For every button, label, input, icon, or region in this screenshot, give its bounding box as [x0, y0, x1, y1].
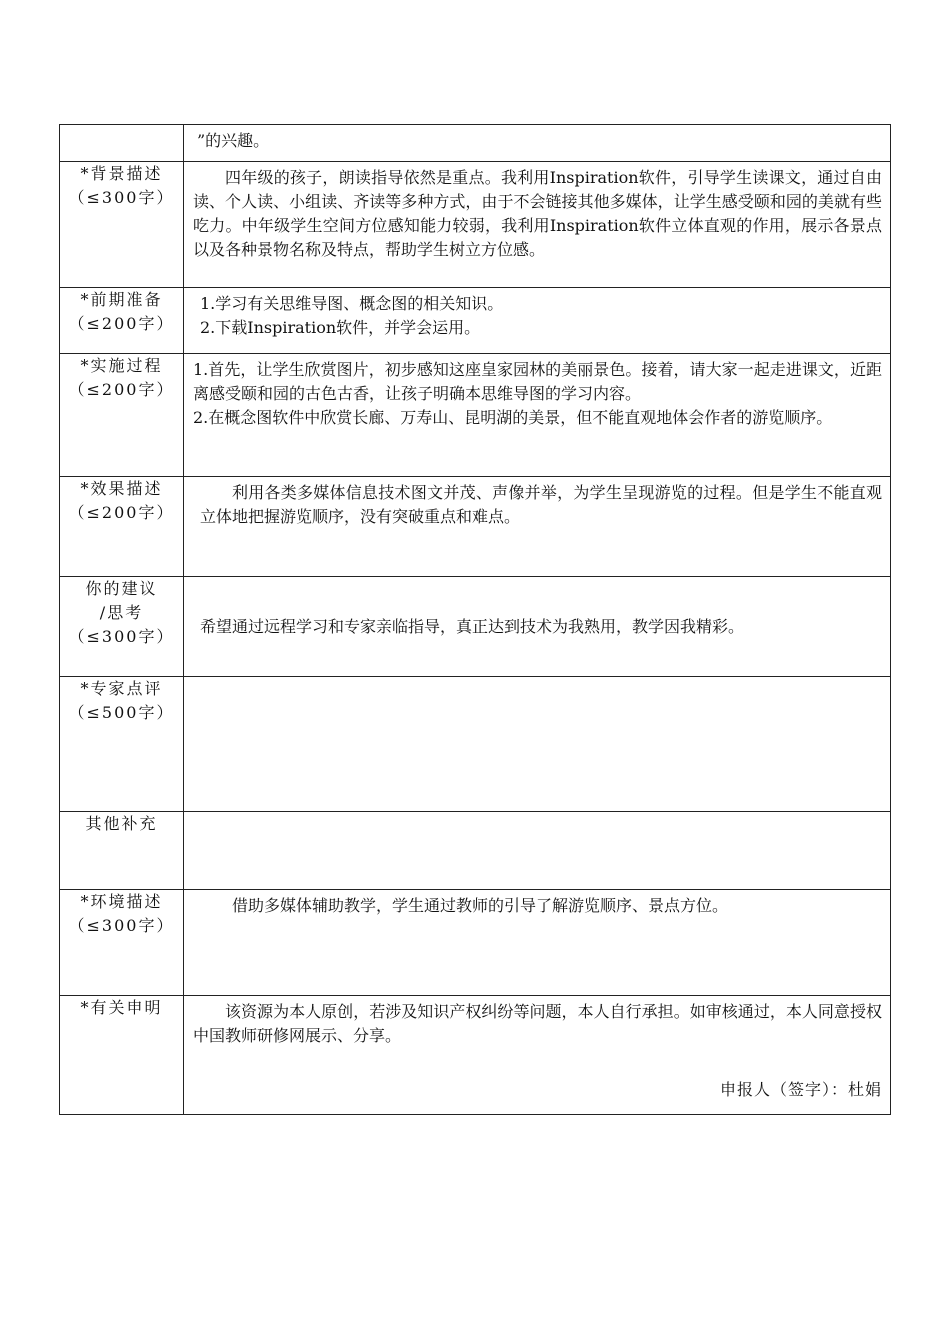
effect-label-cell — [60, 477, 184, 577]
declaration-label: *有关申明 — [80, 998, 163, 1017]
expert-content — [184, 677, 891, 812]
effect-label: *效果描述 — [80, 479, 163, 498]
expert-limit: （≤500字） — [68, 703, 175, 722]
row-suggestion — [60, 577, 891, 677]
other-label-cell — [60, 812, 184, 890]
environment-limit: （≤300字） — [68, 916, 175, 935]
environment-label: *环境描述 — [80, 892, 163, 911]
row-environment — [60, 890, 891, 996]
preparation-content — [184, 288, 891, 354]
row-declaration — [60, 996, 891, 1115]
expert-label-cell — [60, 677, 184, 812]
process-item-2: 2.在概念图软件中欣赏长廊、万寿山、昆明湖的美景，但不能直观地体会作者的游览顺序。 — [193, 408, 833, 427]
preparation-label: *前期准备 — [80, 290, 163, 309]
environment-text: 借助多媒体辅助教学，学生通过教师的引导了解游览顺序、景点方位。 — [232, 896, 729, 915]
suggestion-label-cell — [60, 577, 184, 677]
declaration-text: 该资源为本人原创，若涉及知识产权纠纷等问题，本人自行承担。如审核通过，本人同意授权中国教师研修网展示、分享。 — [193, 1002, 882, 1045]
process-limit: （≤200字） — [68, 380, 175, 399]
row-continuation-content — [184, 125, 891, 162]
background-content — [184, 162, 891, 288]
suggestion-content — [184, 577, 891, 677]
expert-label: *专家点评 — [80, 679, 163, 698]
row-other — [60, 812, 891, 890]
effect-content — [184, 477, 891, 577]
process-item-1: 1.首先，让学生欣赏图片，初步感知这座皇家园林的美丽景色。接着，请大家一起走进课文，近距离感受颐和园的古色古香，让孩子明确本思维导图的学习内容。 — [193, 360, 882, 403]
suggestion-text: 希望通过远程学习和专家亲临指导，真正达到技术为我熟用，教学因我精彩。 — [200, 616, 745, 636]
row-preparation — [60, 288, 891, 354]
continuation-text: ”的兴趣。 — [197, 131, 270, 150]
other-content — [184, 812, 891, 890]
background-label: *背景描述 — [80, 164, 163, 183]
declaration-content — [184, 996, 891, 1115]
preparation-limit: （≤200字） — [68, 314, 175, 333]
effect-limit: （≤200字） — [68, 503, 175, 522]
declaration-signature: 申报人（签字）：杜娟 — [719, 1080, 882, 1099]
preparation-label-cell — [60, 288, 184, 354]
environment-label-cell — [60, 890, 184, 996]
preparation-item-1: 1.学习有关思维导图、概念图的相关知识。 — [200, 294, 504, 313]
suggestion-label-line1: 你的建议 — [85, 579, 158, 598]
row-process — [60, 354, 891, 477]
suggestion-limit: （≤300字） — [68, 627, 175, 646]
effect-text: 利用各类多媒体信息技术图文并茂、声像并举，为学生呈现游览的过程。但是学生不能直观立体地把握游览顺序，没有突破重点和难点。 — [200, 483, 882, 526]
process-content — [184, 354, 891, 477]
row-background — [60, 162, 891, 288]
declaration-label-cell — [60, 996, 184, 1115]
process-label: *实施过程 — [80, 356, 163, 375]
background-limit: （≤300字） — [68, 188, 175, 207]
application-form — [59, 124, 891, 1115]
row-expert — [60, 677, 891, 812]
other-label: 其他补充 — [85, 814, 158, 833]
form-table — [59, 124, 891, 1115]
row-continuation-label — [60, 125, 184, 162]
preparation-item-2: 2.下载Inspiration软件，并学会运用。 — [200, 318, 481, 337]
environment-content — [184, 890, 891, 996]
row-continuation — [60, 125, 891, 162]
suggestion-label-line2: /思考 — [99, 603, 144, 622]
process-label-cell — [60, 354, 184, 477]
background-text: 四年级的孩子，朗读指导依然是重点。我利用Inspiration软件，引导学生读课文，通过自由读、个人读、小组读、齐读等多种方式，由于不会链接其他多媒体，让学生感受颐和园的美就有些吃力。中年级学生空间方位感知能力较弱，我利用Inspiration软件立体直观的作用，展示各景点以及各种景物名称及特点，帮助学生树立方位感。 — [193, 168, 882, 259]
row-effect — [60, 477, 891, 577]
background-label-cell — [60, 162, 184, 288]
